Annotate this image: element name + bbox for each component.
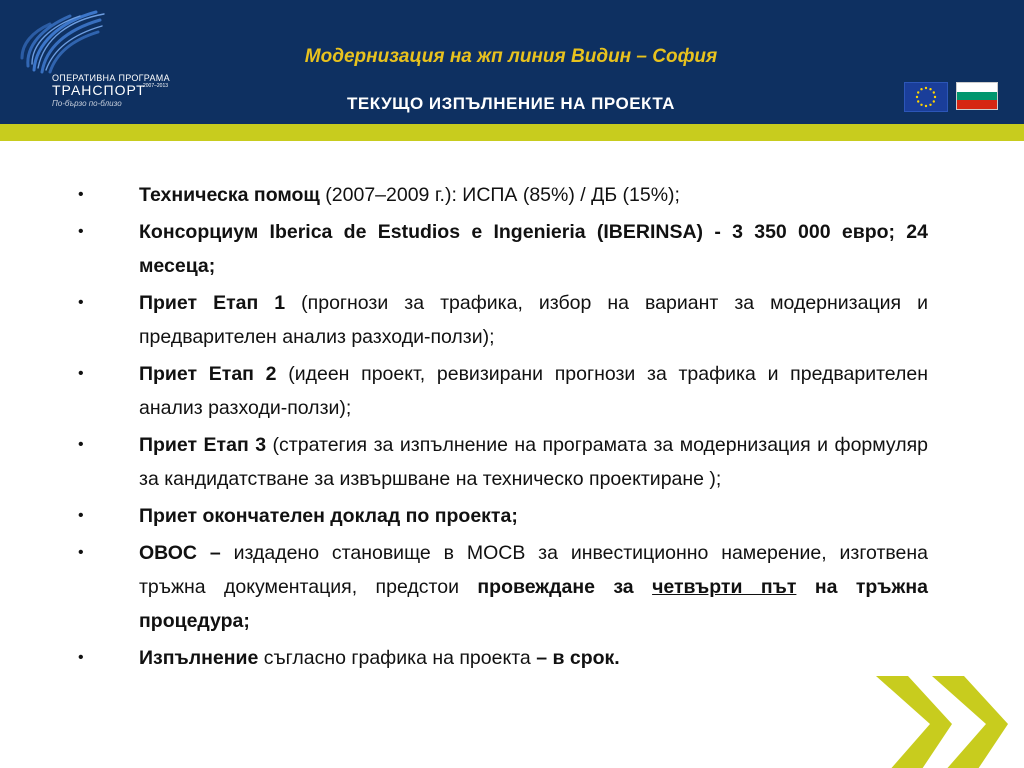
bullet-symbol: • [78, 436, 84, 453]
bullet-list [70, 178, 928, 675]
page-title: Модернизация на жп линия Видин – София [304, 46, 718, 67]
bullet-symbol: • [78, 223, 84, 240]
bullet-bold-text-2: провеждане за [477, 576, 653, 598]
bullet-text: (идеен проект, ревизирани прогнози за трафика и предварителен анализ разходи-ползи); [139, 363, 928, 419]
page-subtitle: ТЕКУЩО ИЗПЪЛНЕНИЕ НА ПРОЕКТА [347, 94, 675, 113]
bullet-item [70, 536, 928, 638]
bullet-bold-text: ОВОС – [139, 542, 221, 564]
bullet-symbol: • [78, 507, 84, 524]
bullet-text: съгласно графика на проекта [258, 647, 537, 669]
bullet-symbol: • [78, 365, 84, 382]
bullet-text: (2007–2009 г.): ИСПА (85%) / ДБ (15%); [319, 184, 680, 206]
bullet-content [70, 178, 928, 678]
bullet-symbol: • [78, 649, 84, 666]
bullet-item [70, 641, 928, 675]
logo-transport-label: ТРАНСПОРТ [52, 82, 146, 98]
bullet-text: (прогнози за трафика, избор на вариант за модернизация и предварителен анализ разходи-ползи); [139, 292, 928, 348]
bullet-bold-text: Техническа помощ [139, 184, 320, 206]
bullet-bold-text: Приет Етап 1 [139, 292, 286, 314]
bullet-item [70, 215, 928, 283]
chevron-arrows-icon [868, 676, 1024, 768]
bullet-symbol: • [78, 186, 84, 203]
bullet-bold-text-2: – в срок. [536, 647, 620, 669]
eu-flag-icon [904, 82, 948, 112]
bullet-symbol: • [78, 294, 84, 311]
bullet-item [70, 286, 928, 354]
bullet-bold-text: Приет Етап 3 [139, 434, 267, 456]
bullet-item [70, 499, 928, 533]
bullet-item [70, 428, 928, 496]
bullet-underlined-text: четвърти път [652, 576, 797, 598]
bullet-bold-text: Приет Етап 2 [139, 363, 277, 385]
bullet-item [70, 357, 928, 425]
bullet-text: издадено становище в МОСВ за инвестиционно намерение, изготвена тръжна документация, предстои [139, 542, 928, 598]
bullet-bold-text: Приет окончателен доклад по проекта; [139, 505, 518, 527]
bulgaria-flag-icon [956, 82, 998, 110]
bullet-symbol: • [78, 544, 84, 561]
header-bar [0, 0, 1024, 124]
bullet-item [70, 178, 928, 212]
logo-slogan: По-бързо по-близо [52, 99, 122, 108]
bullet-bold-text-3: на тръжна процедура; [139, 576, 928, 632]
logo-program-label: ОПЕРАТИВНА ПРОГРАМА [52, 73, 170, 83]
bullet-bold-text: Изпълнение [139, 647, 259, 669]
logo-years-label: 2007–2013 [143, 83, 169, 89]
bullet-text: (стратегия за изпълнение на програмата за модернизация и формуляр за кандидатстване за извършване на техническо проектиране ); [139, 434, 929, 490]
bullet-bold-text: Консорциум Iberica de Estudios e Ingenieria (IBERINSA) - 3 350 000 евро; 24 месеца; [139, 221, 928, 277]
header-accent-stripe [0, 124, 1024, 141]
